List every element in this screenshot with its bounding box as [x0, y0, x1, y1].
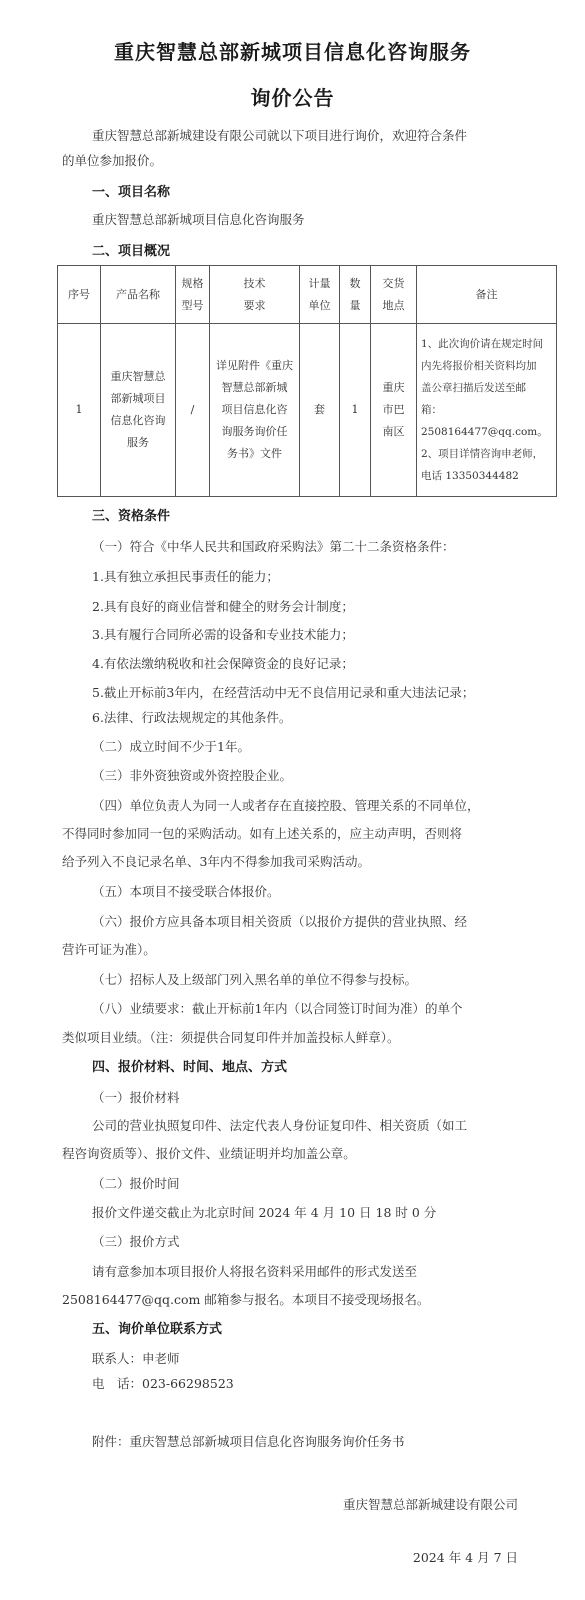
qualification-line: 5.截止开标前3年内，在经营活动中无不良信用记录和重大违法记录； [92, 685, 475, 700]
section4-heading: 四、报价材料、时间、地点、方式 [92, 1060, 288, 1075]
document-title-line2: 询价公告 [250, 86, 335, 110]
quote-materials-subheading: （一）报价材料 [92, 1090, 180, 1105]
quote-materials-line: 公司的营业执照复印件、法定代表人身份证复印件、相关资质（如工 [92, 1118, 468, 1133]
quote-method-subheading: （三）报价方式 [92, 1234, 180, 1249]
contact-person-row [92, 1351, 532, 1367]
contact-phone-row [92, 1376, 532, 1392]
header-remark: 备注 [417, 266, 557, 324]
cell-place: 重庆 市巴 南区 [371, 324, 417, 497]
cell-remark: 1、此次询价请在规定时间 内先将报价相关资料均加 盖公章扫描后发送至邮 箱：2508164477@qq.com。 2、项目详情咨询申老师， 电话 13350344482 [417, 324, 557, 497]
phone-label: 电 话： [92, 1376, 143, 1391]
header-seq: 序号 [58, 266, 101, 324]
phone-number: 023-66298523 [142, 1376, 234, 1391]
section1-heading: 一、项目名称 [92, 185, 171, 200]
contact-label: 联系人： [92, 1351, 143, 1366]
cell-tech: 详见附件《重庆 智慧总部新城 项目信息化咨 询服务询价任 务书》文件 [210, 324, 300, 497]
intro-line-1: 重庆智慧总部新城建设有限公司就以下项目进行询价，欢迎符合条件 [92, 128, 468, 143]
header-product-name: 产品名称 [101, 266, 176, 324]
header-spec: 规格 型号 [176, 266, 210, 324]
section2-heading: 二、项目概况 [92, 244, 171, 259]
table-header-row [58, 266, 557, 324]
cell-qty: 1 [340, 324, 371, 497]
quote-time-subheading: （二）报价时间 [92, 1176, 180, 1191]
cell-unit: 套 [300, 324, 340, 497]
issuer-company: 重庆智慧总部新城建设有限公司 [342, 1497, 518, 1512]
qualification-line: （六）报价方应具备本项目相关资质（以报价方提供的营业执照、经 [92, 914, 468, 929]
header-tech: 技术 要求 [210, 266, 300, 324]
qualification-line: 类似项目业绩。（注：须提供合同复印件并加盖投标人鲜章）。 [62, 1030, 400, 1045]
qualification-line: 6.法律、行政法规规定的其他条件。 [92, 710, 292, 725]
qualification-line: （八）业绩要求：截止开标前1年内（以合同签订时间为准）的单个 [92, 1001, 463, 1016]
header-place: 交货 地点 [371, 266, 417, 324]
project-overview-table [57, 265, 557, 497]
document-title-line1: 重庆智慧总部新城项目信息化咨询服务 [114, 40, 471, 64]
project-name-text: 重庆智慧总部新城项目信息化咨询服务 [92, 212, 305, 227]
qualification-line: （三）非外资独资或外资控股企业。 [92, 768, 293, 783]
header-unit: 计量 单位 [300, 266, 340, 324]
cell-spec: / [176, 324, 210, 497]
qualification-line: 营许可证为准）。 [62, 942, 156, 957]
quote-method-line: 请有意参加本项目报价人将报名资料采用邮件的形式发送至 [92, 1264, 418, 1279]
table-row [58, 324, 557, 497]
issue-date: 2024 年 4 月 7 日 [412, 1550, 518, 1565]
header-qty: 数 量 [340, 266, 371, 324]
qualification-line: （四）单位负责人为同一人或者存在直接控股、管理关系的不同单位， [92, 798, 480, 813]
quote-method-line: 2508164477@qq.com 邮箱参与报名。本项目不接受现场报名。 [62, 1292, 430, 1307]
qualification-line: （七）招标人及上级部门列入黑名单的单位不得参与投标。 [92, 972, 418, 987]
attachment-note: 附件：重庆智慧总部新城项目信息化咨询服务询价任务书 [92, 1434, 405, 1449]
section3-heading: 三、资格条件 [92, 509, 171, 524]
qualification-line: 给予列入不良记录名单、3年内不得参加我司采购活动。 [62, 854, 370, 869]
cell-product-name: 重庆智慧总 部新城项目 信息化咨询 服务 [101, 324, 176, 497]
section5-heading: 五、询价单位联系方式 [92, 1322, 223, 1337]
qualification-line: （五）本项目不接受联合体报价。 [92, 884, 280, 899]
qualification-line: 3.具有履行合同所必需的设备和专业技术能力； [92, 627, 354, 642]
contact-name: 申老师 [142, 1351, 180, 1366]
quote-deadline-text: 报价文件递交截止为北京时间 2024 年 4 月 10 日 18 时 0 分 [92, 1205, 437, 1220]
qualification-line: （一）符合《中华人民共和国政府采购法》第二十二条资格条件： [92, 539, 455, 554]
qualification-line: 不得同时参加同一包的采购活动。如有上述关系的，应主动声明，否则将 [62, 826, 463, 841]
qualification-line: （二）成立时间不少于1年。 [92, 739, 250, 754]
qualification-line: 1.具有独立承担民事责任的能力； [92, 569, 279, 584]
intro-line-2: 的单位参加报价。 [62, 153, 163, 168]
quote-materials-line: 程咨询资质等）、报价文件、业绩证明并均加盖公章。 [62, 1146, 356, 1161]
qualification-line: 4.有依法缴纳税收和社会保障资金的良好记录； [92, 656, 354, 671]
qualification-line: 2.具有良好的商业信誉和健全的财务会计制度； [92, 599, 354, 614]
cell-seq: 1 [58, 324, 101, 497]
